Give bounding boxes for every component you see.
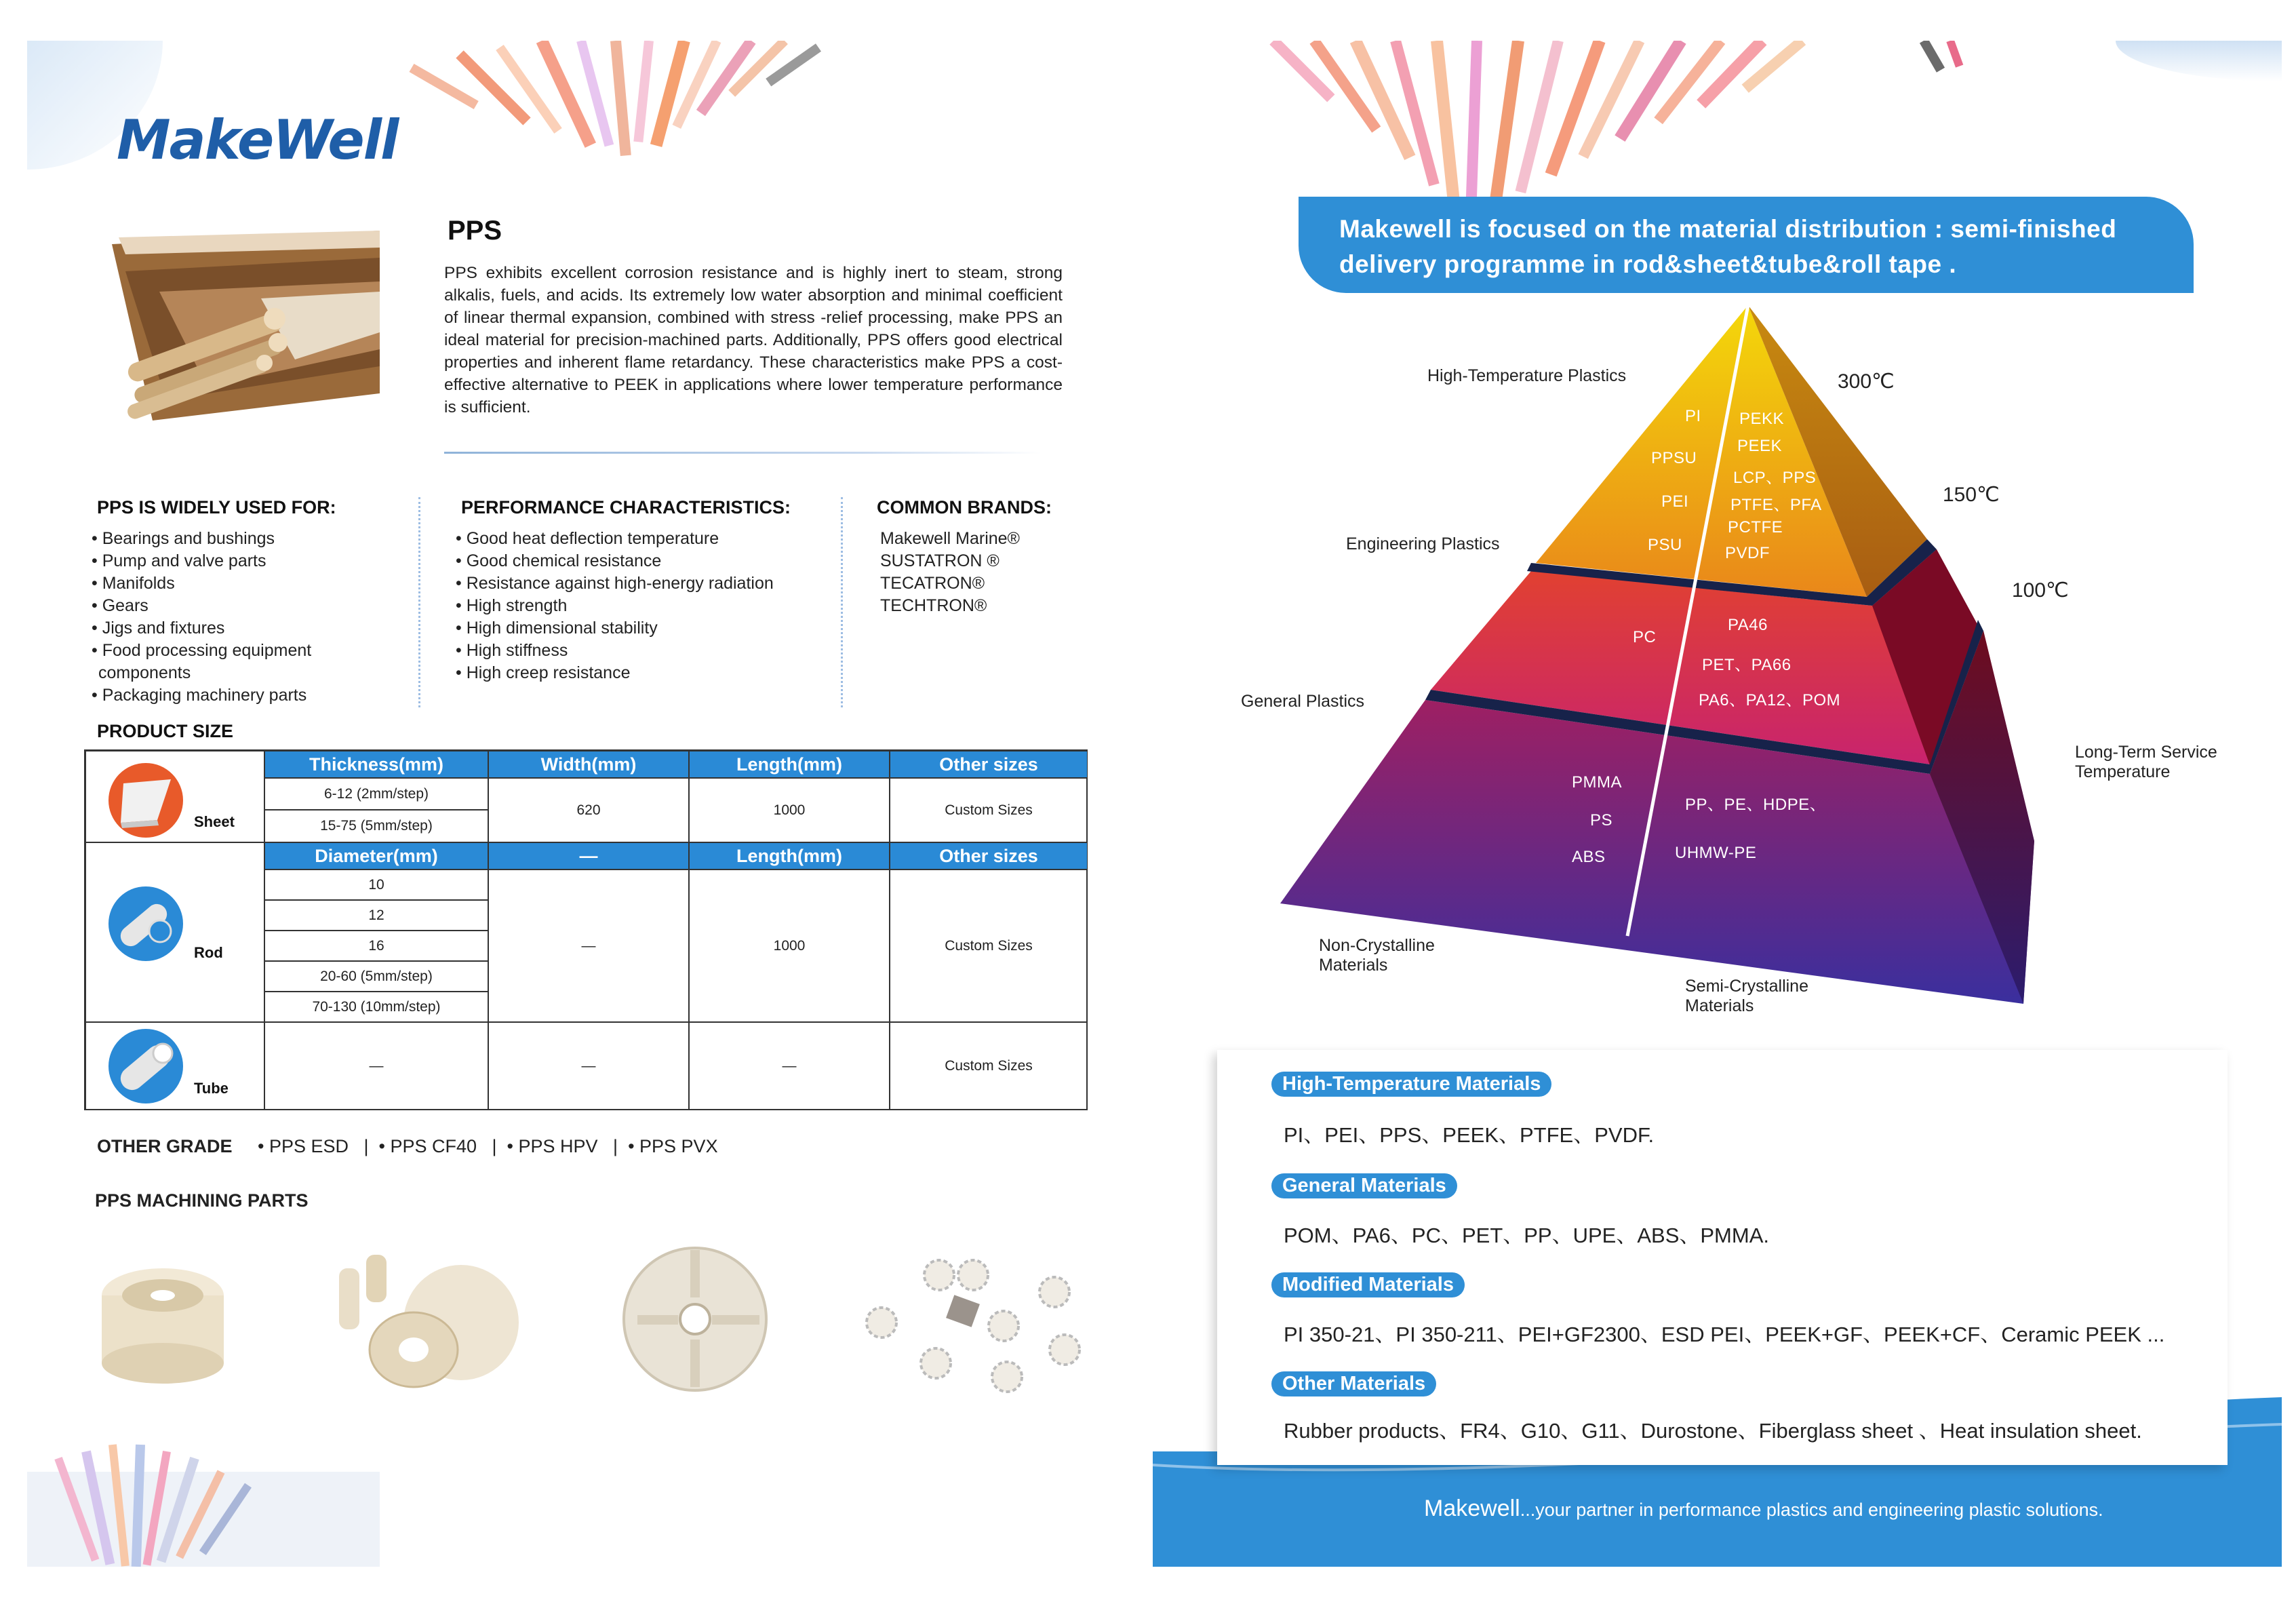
table-cell: 15-75 (5mm/step) xyxy=(264,810,488,842)
decorative-stripes-top-right xyxy=(1241,41,2000,210)
temp-150: 150℃ xyxy=(1943,484,2000,506)
tier-label-high-temp: High-Temperature Plastics xyxy=(1427,366,1627,385)
table-header: Other sizes xyxy=(890,842,1088,870)
pyramid-item: PS xyxy=(1590,811,1613,829)
pps-description: PPS exhibits excellent corrosion resistance and is highly inert to steam, strong alkalis, fuels, and acids. Its extremely low water absorption and minimal coefficient of linear thermal expansion, combined with stress -relief processing, make PPS an ideal material for precision-machined parts. Additionally, PPS offers good electrical properties and inherent flame retardancy. These characteristics make PPS a cost-effective alternative to PEEK in applications where lower temperature performance is sufficient. xyxy=(444,264,1063,416)
list-item: • Manifolds xyxy=(92,574,175,593)
tube-label: Tube xyxy=(194,1080,229,1097)
pyramid-item: PEKK xyxy=(1739,410,1785,428)
sheet-label: Sheet xyxy=(194,813,235,830)
table-cell: Custom Sizes xyxy=(890,778,1088,842)
table-cell: 6-12 (2mm/step) xyxy=(264,778,488,810)
list-item: • Food processing equipment components xyxy=(92,641,312,682)
pyramid-item: PEEK xyxy=(1737,437,1783,455)
makewell-logo: MakeWell xyxy=(117,109,398,172)
pyramid-item: ABS xyxy=(1572,848,1606,866)
table-cell: — xyxy=(689,1022,890,1110)
column-divider xyxy=(418,497,420,707)
tier-label-engineering: Engineering Plastics xyxy=(1346,534,1500,553)
machined-cap-image xyxy=(95,1248,231,1384)
pyramid-item: PEI xyxy=(1661,492,1689,511)
rod-label: Rod xyxy=(194,944,223,961)
machined-gears-image xyxy=(861,1248,1105,1404)
list-item: • High creep resistance xyxy=(456,663,631,682)
uses-list xyxy=(92,528,363,707)
table-cell: 12 xyxy=(264,900,488,931)
tag-high-temp-materials: High-Temperature Materials xyxy=(1271,1072,1551,1097)
stripes-graphic xyxy=(380,41,854,163)
machining-parts-heading: PPS MACHINING PARTS xyxy=(95,1190,309,1211)
axis-long-term-temp: Long-Term Service Temperature xyxy=(2075,743,2217,781)
temp-300: 300℃ xyxy=(1838,370,1895,393)
list-item: • Good chemical resistance xyxy=(456,551,662,570)
table-cell: — xyxy=(488,870,689,1022)
tube-icon xyxy=(108,1029,183,1103)
list-item: • Packaging machinery parts xyxy=(92,686,307,705)
general-materials-text: POM、PA6、PC、PET、PP、UPE、ABS、PMMA. xyxy=(1284,1224,1769,1247)
list-item: • Gears xyxy=(92,596,149,615)
high-temp-materials-text: PI、PEI、PPS、PEEK、PTFE、PVDF. xyxy=(1284,1123,1655,1147)
column-divider xyxy=(841,497,843,707)
table-cell: 70-130 (10mm/step) xyxy=(264,992,488,1022)
table-header: Length(mm) xyxy=(689,751,890,778)
table-header: — xyxy=(488,842,689,870)
footer-tagline xyxy=(1424,1496,2103,1522)
decorative-stripes-bottom-left xyxy=(27,1431,380,1567)
table-cell: Custom Sizes xyxy=(890,870,1088,1022)
table-header: Width(mm) xyxy=(488,751,689,778)
uses-heading: PPS IS WIDELY USED FOR: xyxy=(97,497,336,517)
pyramid-item: PP、PE、HDPE、 xyxy=(1685,796,1827,814)
pps-sheet-rod-image xyxy=(112,231,380,434)
list-item: • High stiffness xyxy=(456,641,568,660)
pyramid-item: PA6、PA12、POM xyxy=(1699,691,1841,709)
axis-semi-crystalline: Semi-Crystalline Materials xyxy=(1685,977,1808,1015)
list-item: • High strength xyxy=(456,596,568,615)
list-item: • Jigs and fixtures xyxy=(92,619,225,638)
pyramid-item: PI xyxy=(1685,407,1701,425)
modified-materials-text: PI 350-21、PI 350-211、PEI+GF2300、ESD PEI、PEEK+GF、PEEK+CF、Ceramic PEEK ... xyxy=(1284,1323,2165,1346)
brands-heading: COMMON BRANDS: xyxy=(877,497,1052,517)
performance-list xyxy=(456,528,835,684)
machined-plate-image xyxy=(617,1245,773,1394)
title-underline-divider xyxy=(444,452,1041,454)
footer-brand: Makewell xyxy=(1424,1496,1520,1521)
table-header: Other sizes xyxy=(890,751,1088,778)
decorative-stripes-top-right-corner xyxy=(1899,41,2034,81)
pyramid-item: PA46 xyxy=(1728,616,1768,634)
other-grade-heading: OTHER GRADE xyxy=(97,1136,233,1156)
table-cell: — xyxy=(488,1022,689,1110)
materials-pyramid xyxy=(1275,305,2034,1011)
table-header: Diameter(mm) xyxy=(264,842,488,870)
pyramid-item: PSU xyxy=(1648,536,1682,554)
table-cell: 1000 xyxy=(689,778,890,842)
tier-label-general: General Plastics xyxy=(1241,692,1365,711)
table-header: Thickness(mm) xyxy=(264,751,488,778)
list-item: • Bearings and bushings xyxy=(92,529,275,548)
table-cell: Custom Sizes xyxy=(890,1022,1088,1110)
table-cell: 20-60 (5mm/step) xyxy=(264,961,488,992)
table-cell: — xyxy=(264,1022,488,1110)
list-item: Makewell Marine® xyxy=(880,529,1020,548)
list-item: • Pump and valve parts xyxy=(92,551,266,570)
decorative-stripes-top-left xyxy=(380,41,854,163)
pyramid-item: PET、PA66 xyxy=(1702,656,1792,674)
tag-general-materials: General Materials xyxy=(1271,1173,1457,1198)
tag-modified-materials: Modified Materials xyxy=(1271,1272,1465,1297)
tag-other-materials: Other Materials xyxy=(1271,1371,1436,1396)
temp-100: 100℃ xyxy=(2012,579,2069,602)
list-item: • Resistance against high-energy radiation xyxy=(456,574,774,593)
list-item: SUSTATRON ® xyxy=(880,551,999,570)
brands-list xyxy=(880,528,1097,617)
pyramid-item: PCTFE xyxy=(1728,518,1783,536)
pyramid-item: PMMA xyxy=(1572,773,1622,792)
rod-icon xyxy=(108,886,183,961)
pps-title: PPS xyxy=(448,216,502,246)
pyramid-item: PC xyxy=(1633,628,1657,646)
other-grade-list: • PPS ESD | • PPS CF40 | • PPS HPV | • PPS PVX xyxy=(258,1136,718,1156)
headline-banner-text: Makewell is focused on the material distribution : semi-finished delivery programme in rod&sheet&tube&roll tape . xyxy=(1339,215,2117,278)
other-materials-text: Rubber products、FR4、G10、G11、Durostone、Fiberglass sheet 、Heat insulation sheet. xyxy=(1284,1419,2142,1443)
table-cell: 1000 xyxy=(689,870,890,1022)
pyramid-item: LCP、PPS xyxy=(1733,469,1817,487)
list-item: TECATRON® xyxy=(880,574,985,593)
pyramid-item: UHMW-PE xyxy=(1675,844,1757,862)
footer-tagline-text: ...your partner in performance plastics and engineering plastic solutions. xyxy=(1520,1500,2103,1520)
axis-non-crystalline: Non-Crystalline Materials xyxy=(1319,936,1435,975)
product-size-table xyxy=(84,749,1088,1110)
table-cell: 10 xyxy=(264,870,488,900)
pyramid-item: PVDF xyxy=(1725,544,1770,562)
table-cell: 620 xyxy=(488,778,689,842)
table-header: Length(mm) xyxy=(689,842,890,870)
sheet-icon xyxy=(108,763,183,838)
pyramid-item: PTFE、PFA xyxy=(1730,496,1822,514)
pyramid-item: PPSU xyxy=(1651,449,1697,467)
machined-pins-disc-image xyxy=(325,1248,522,1390)
performance-heading: PERFORMANCE CHARACTERISTICS: xyxy=(461,497,791,517)
list-item: TECHTRON® xyxy=(880,596,987,615)
table-cell: 16 xyxy=(264,931,488,961)
list-item: • Good heat deflection temperature xyxy=(456,529,719,548)
list-item: • High dimensional stability xyxy=(456,619,658,638)
product-size-heading: PRODUCT SIZE xyxy=(97,721,234,741)
